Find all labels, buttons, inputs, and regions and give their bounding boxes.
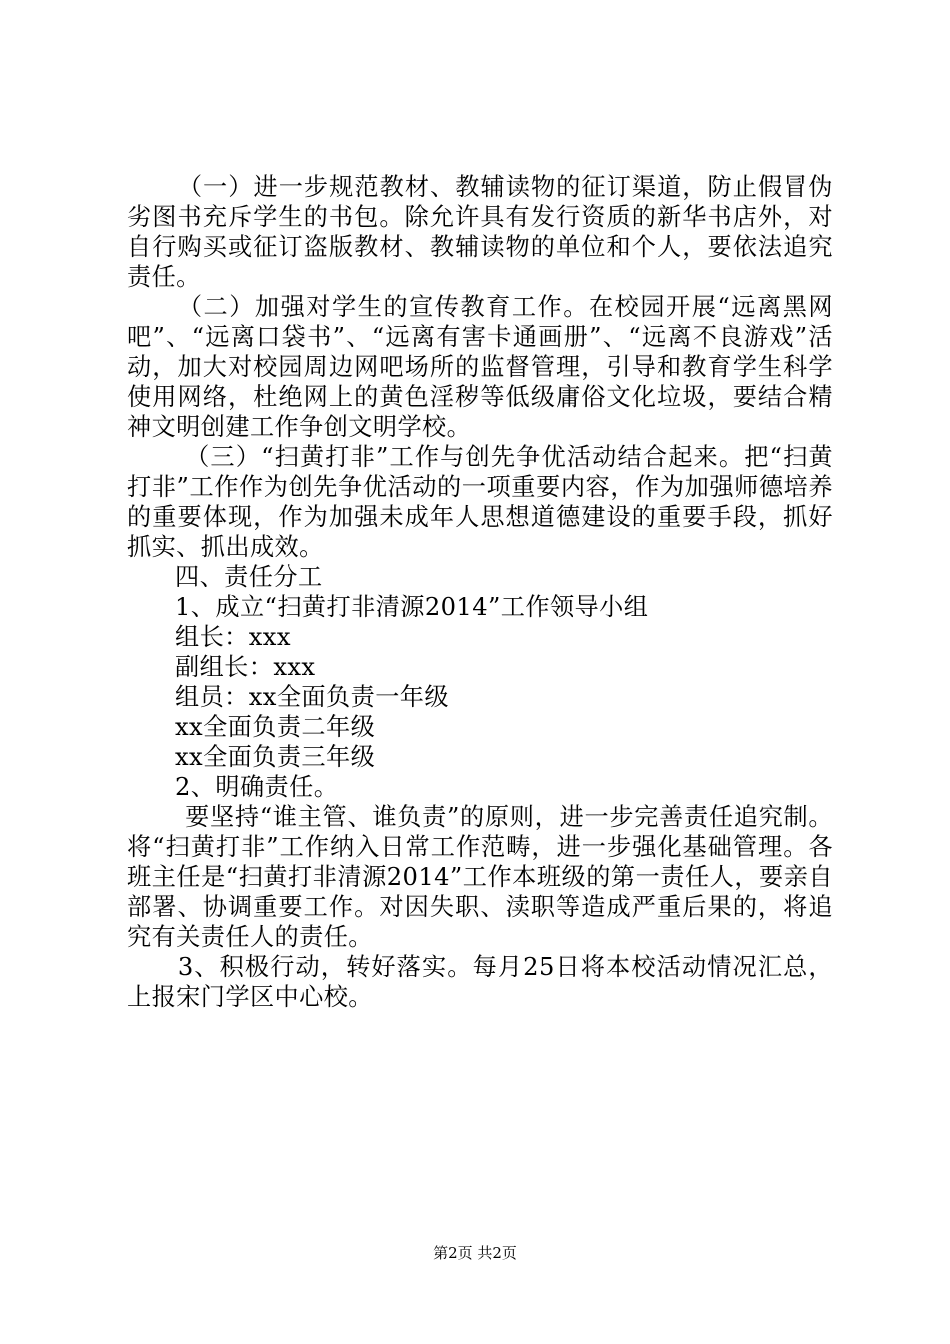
item-member-grade-2: xx全面负责二年级: [175, 713, 376, 741]
heading-responsibility: 四、责任分工: [175, 563, 323, 591]
item-clarify-responsibility: 2、明确责任。: [175, 773, 339, 801]
document-body: [127, 172, 833, 1012]
paragraph-section-1: （一）进一步规范教材、教辅读物的征订渠道，防止假冒伪劣图书充斥学生的书包。除允许具有发行资质的新华书店外，对自行购买或征订盗版教材、教辅读物的单位和个人，要依法追究责任。: [127, 173, 833, 291]
item-member-grade-3: xx全面负责三年级: [175, 743, 376, 771]
item-deputy-leader: 副组长：xxx: [175, 653, 316, 681]
item-member-grade-1: 组员：xx全面负责一年级: [175, 683, 449, 711]
paragraph-responsibility-detail: 要坚持“谁主管、谁负责”的原则，进一步完善责任追究制。将“扫黄打非”工作纳入日常工作范畴，进一步强化基础管理。各班主任是“扫黄打非清源2014”工作本班级的第一责任人，要亲自部署、协调重要工作。对因失职、渎职等造成严重后果的，将追究有关责任人的责任。: [127, 803, 833, 951]
item-leadership-group: 1、成立“扫黄打非清源2014”工作领导小组: [175, 593, 649, 621]
paragraph-section-2: （二）加强对学生的宣传教育工作。在校园开展“远离黑网吧”、“远离口袋书”、“远离有害卡通画册”、“远离不良游戏”活动，加大对校园周边网吧场所的监督管理，引导和教育学生科学使用网络，杜绝网上的黄色淫秽等低级庸俗文化垃圾，要结合精神文明创建工作争创文明学校。: [127, 293, 833, 441]
paragraph-action: 3、积极行动，转好落实。每月25日将本校活动情况汇总，上报宋门学区中心校。: [127, 953, 833, 1011]
item-group-leader: 组长：xxx: [175, 623, 291, 651]
paragraph-section-3: （三）“扫黄打非”工作与创先争优活动结合起来。把“扫黄打非”工作作为创先争优活动的一项重要内容，作为加强师德培养的重要体现，作为加强未成年人思想道德建设的重要手段，抓好抓实、抓出成效。: [127, 443, 833, 561]
page-number-footer: 第2页 共2页: [433, 1244, 517, 1262]
